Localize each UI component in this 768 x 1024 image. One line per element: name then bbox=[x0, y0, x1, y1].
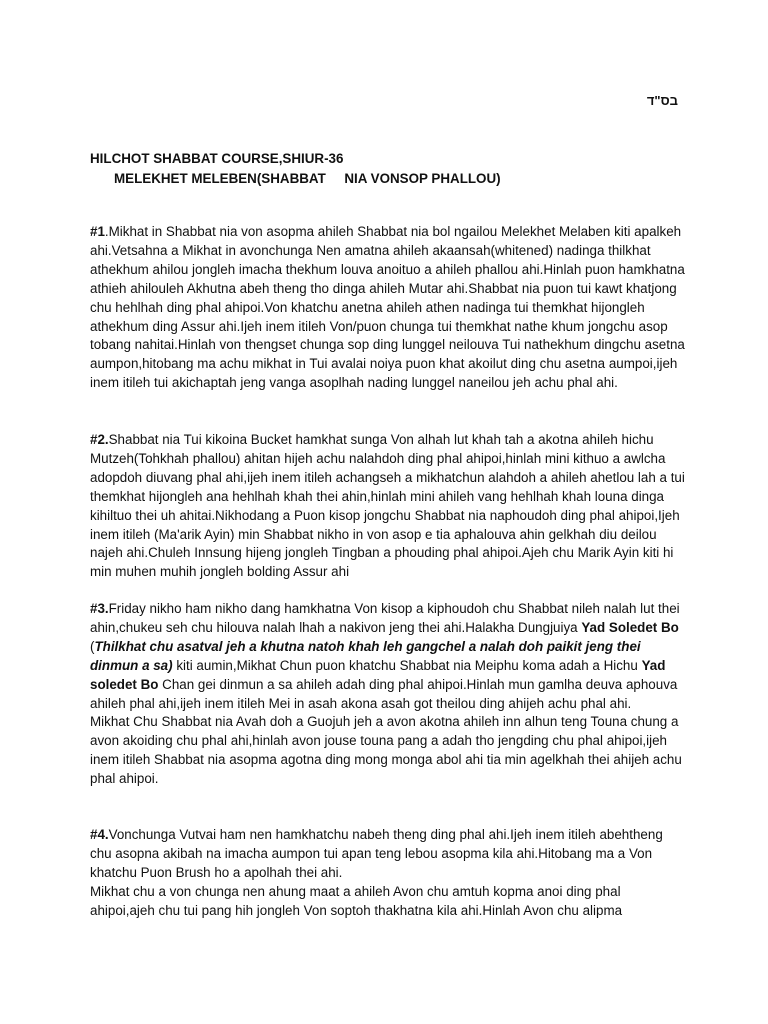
section-3-paragraph bbox=[90, 600, 686, 713]
section-number: #1 bbox=[90, 224, 105, 239]
document-subtitle: MELEKHET MELEBEN(SHABBAT NIA VONSOP PHALLOU) bbox=[114, 171, 501, 186]
section-text: Chan gei dinmun a sa ahileh adah ding phal ahipoi.Hinlah mun gamlha deuva aphouva ahileh phal ahi,ijeh inem itileh Mei in asah akona asah got theilou ding ahijeh achu phal ahi. bbox=[90, 676, 678, 711]
section-4-paragraph bbox=[90, 826, 686, 883]
section-number: #4. bbox=[90, 827, 109, 842]
section-1 bbox=[90, 223, 686, 393]
section-3-paragraph-2: Mikhat Chu Shabbat nia Avah doh a Guojuh jeh a avon akotna ahileh inn alhun teng Touna chung a avon akoiding chu phal ahi,hinlah avon jouse touna pang a adah tho jengding chu phal ahipoi,ijeh inem itileh Shabbat nia asopma agotna ding mong monga abol ahi tia min agelkhah thei ahijeh achu phal ahipoi. bbox=[90, 714, 682, 787]
section-3 bbox=[90, 600, 686, 789]
section-text: Vonchunga Vutvai ham nen hamkhatchu nabeh theng ding phal ahi.Ijeh inem itileh abehtheng chu asopna akibah na imacha aumpon tui apan teng lebou asopma kila ahi.Hitobang ma a Von khatchu Puon Brush ho a apolhah thei ahi. bbox=[90, 827, 663, 880]
hebrew-header-mark: בס"ד bbox=[646, 93, 678, 108]
section-2-paragraph bbox=[90, 431, 686, 582]
section-1-paragraph bbox=[90, 223, 686, 393]
section-text: kiti aumin,Mikhat Chun puon khatchu Shabbat nia Meiphu koma adah a Hichu bbox=[172, 657, 642, 673]
section-number: #2. bbox=[90, 432, 109, 447]
section-2 bbox=[90, 431, 686, 582]
section-4 bbox=[90, 826, 686, 921]
term-yad-soledet-bo-2: Yad soledet Bo bbox=[90, 657, 666, 692]
section-text: Shabbat nia Tui kikoina Bucket hamkhat sunga Von alhah lut khah tah a akotna ahileh hichu Mutzeh(Tohkhah phallou) ahitan hijeh achu nalahdoh ding phal ahipoi,hinlah mini kithuo a awlcha adopdoh diuvang phal ahi,ijeh inem itileh achangseh a mikhatchun alahdoh a ahileh ahetlou lah a tui themkhat hijongleh ana hehlhah khah thei ahin,hinlah mini ahileh vang hehlhah khah louna dinga kihiltuo thei uh ahitai.Nikhodang a Puon kisop jongchu Shabbat nia naphoudoh ding phal ahipoi,Ijeh inem itileh (Ma'arik Ayin) min Shabbat nikho in von asop e tia aphalouva ahin gelkhah diu deilou najeh ahi.Chuleh Innsung hijeng jongleh Tingban a phouding phal ahipoi.Ajeh chu Marik Ayin kiti hi min muhen muhih jongleh bolding Assur ahi bbox=[90, 432, 685, 580]
section-text: .Mikhat in Shabbat nia von asopma ahileh Shabbat nia bol ngailou Melekhet Melaben kiti apalkeh ahi.Vetsahna a Mikhat in avonchunga Nen amatna ahileh akaansah(whitened) nadinga thilkhat athekhum ahilou jongleh imacha thekhum louva anoituo a ahileh phallou ahi.Hinlah puon hamkhatna athieh ahilouleh Akhutna abeh theng tho dinga ahileh Mutar ahi.Shabbat nia puon tui kawt khatjong chu hehlhah ding phal ahipoi.Von khatchu anetna ahileh athen nadinga tui themkhat hijongleh athekhum ding Assur ahi.Ijeh inem itileh Von/puon chunga tui themkhat nathe khum jongchu asop tobang nahitai.Hinlah von thengset chunga sop ding lunggel neilouva Tui nathekhum dingchu asetna aumpon,hitobang ma achu mikhat in Tui avalai noiya puon khat akoilut ding chu asetna aumpoi,ijeh inem itileh tui akichaptah jeng vanga asoplhah nading lunggel naneilou jeh achu phal ahi. bbox=[90, 224, 685, 391]
paren: ( bbox=[90, 638, 95, 654]
term-yad-soledet-bo: Yad Soledet Bo bbox=[581, 619, 679, 635]
section-text: Friday nikho ham nikho dang hamkhatna Von kisop a kiphoudoh chu Shabbat nileh nalah lut thei ahin,chukeu seh chu hilouva nalah lhah a nakivon jeng thei ahi.Halakha Dungjuiya bbox=[90, 601, 680, 635]
term-definition: Thilkhat chu asatval jeh a khutna natoh khah leh gangchel a nalah doh paikit jeng thei dinmun a sa) bbox=[90, 638, 641, 673]
section-4-paragraph-2: Mikhat chu a von chunga nen ahung maat a ahileh Avon chu amtuh kopma anoi ding phal ahipoi,ajeh chu tui pang hih jongleh Von soptoh thakhatna kila ahi.Hinlah Avon chu alipma bbox=[90, 883, 623, 918]
document-title: HILCHOT SHABBAT COURSE,SHIUR-36 bbox=[90, 151, 344, 166]
section-number: #3. bbox=[90, 601, 109, 616]
